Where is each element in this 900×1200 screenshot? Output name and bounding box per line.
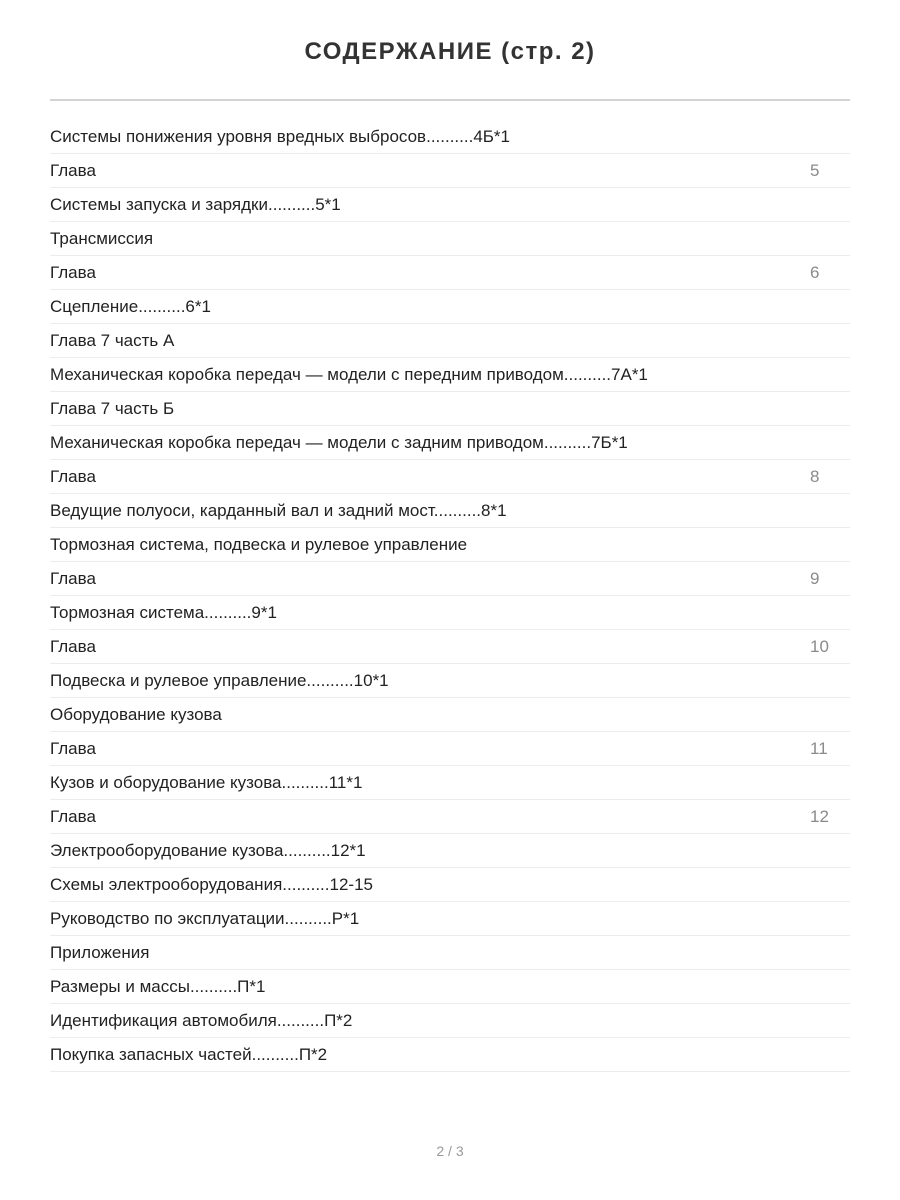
- toc-row[interactable]: [50, 936, 850, 970]
- toc-row[interactable]: [50, 222, 850, 256]
- toc-chapter-number: 10: [810, 636, 829, 656]
- toc-row[interactable]: [50, 868, 850, 902]
- toc-label: Трансмиссия: [50, 228, 154, 248]
- toc-row[interactable]: [50, 324, 850, 358]
- toc-row[interactable]: [50, 528, 850, 562]
- toc-row[interactable]: [50, 834, 850, 868]
- toc-label: Ведущие полуоси, карданный вал и задний мост..........8*1: [50, 500, 507, 520]
- toc-chapter-number: 11: [810, 738, 828, 758]
- toc-row[interactable]: [50, 358, 850, 392]
- toc-row[interactable]: [50, 426, 850, 460]
- toc-label: Тормозная система..........9*1: [50, 602, 277, 622]
- toc-label: Подвеска и рулевое управление..........10*1: [50, 670, 389, 690]
- toc-label: Механическая коробка передач — модели с задним приводом..........7Б*1: [50, 432, 628, 452]
- toc-label: Покупка запасных частей..........П*2: [50, 1044, 328, 1064]
- toc-row[interactable]: [50, 732, 850, 766]
- page-title: СОДЕРЖАНИЕ (стр. 2): [304, 38, 596, 65]
- toc-label: Размеры и массы..........П*1: [50, 976, 266, 996]
- toc-label: Механическая коробка передач — модели с передним приводом..........7А*1: [50, 364, 648, 384]
- toc-chapter-number: 5: [810, 160, 820, 180]
- toc-row[interactable]: [50, 766, 850, 800]
- toc-label: Глава: [50, 568, 96, 588]
- toc-label: Глава: [50, 806, 96, 826]
- toc-row[interactable]: [50, 1004, 850, 1038]
- toc-label: Глава 7 часть Б: [50, 398, 175, 418]
- toc-row[interactable]: [50, 596, 850, 630]
- toc-row[interactable]: [50, 698, 850, 732]
- toc-label: Глава 7 часть А: [50, 330, 175, 350]
- toc-label: Глава: [50, 262, 96, 282]
- toc-row[interactable]: [50, 664, 850, 698]
- toc-row[interactable]: [50, 460, 850, 494]
- toc-label: Глава: [50, 636, 96, 656]
- toc-row[interactable]: [50, 970, 850, 1004]
- toc-row[interactable]: [50, 290, 850, 324]
- toc-label: Электрооборудование кузова..........12*1: [50, 840, 366, 860]
- title-divider: [50, 99, 850, 101]
- toc-label: Глава: [50, 466, 96, 486]
- toc-row[interactable]: [50, 188, 850, 222]
- toc-row[interactable]: [50, 800, 850, 834]
- page-indicator: 2 / 3: [436, 1143, 464, 1159]
- toc-row[interactable]: [50, 120, 850, 154]
- toc-label: Глава: [50, 160, 96, 180]
- toc-label: Схемы электрооборудования..........12-15: [50, 874, 373, 894]
- toc-chapter-number: 8: [810, 466, 820, 486]
- toc-label: Оборудование кузова: [50, 704, 222, 724]
- toc-row[interactable]: [50, 562, 850, 596]
- toc-chapter-number: 6: [810, 262, 820, 282]
- toc-chapter-number: 9: [810, 568, 820, 588]
- toc-row[interactable]: [50, 630, 850, 664]
- toc-row[interactable]: [50, 154, 850, 188]
- toc-row[interactable]: [50, 256, 850, 290]
- toc-label: Руководство по эксплуатации..........Р*1: [50, 908, 360, 928]
- toc-label: Системы понижения уровня вредных выбросов..........4Б*1: [50, 126, 511, 146]
- toc-label: Идентификация автомобиля..........П*2: [50, 1010, 353, 1030]
- toc-chapter-number: 12: [810, 806, 829, 826]
- toc-row[interactable]: [50, 494, 850, 528]
- toc-row[interactable]: [50, 1038, 850, 1072]
- toc-label: Тормозная система, подвеска и рулевое управление: [50, 534, 468, 554]
- toc-label: Кузов и оборудование кузова..........11*1: [50, 772, 363, 792]
- toc-row[interactable]: [50, 902, 850, 936]
- toc-label: Глава: [50, 738, 96, 758]
- toc-label: Сцепление..........6*1: [50, 296, 211, 316]
- toc-label: Приложения: [50, 942, 150, 962]
- table-of-contents: [50, 120, 850, 1072]
- toc-row[interactable]: [50, 392, 850, 426]
- toc-label: Системы запуска и зарядки..........5*1: [50, 194, 341, 214]
